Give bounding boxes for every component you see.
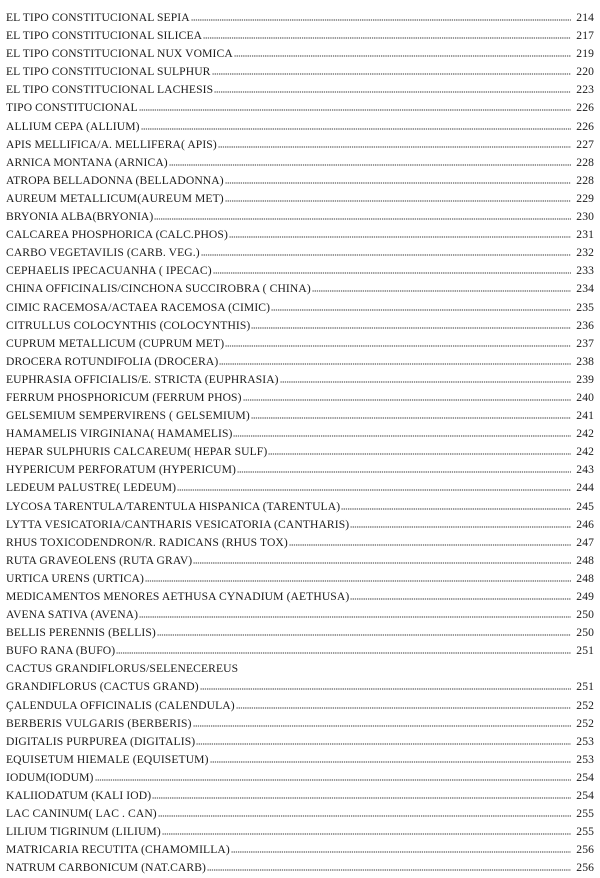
dot-leader [193, 562, 571, 564]
dot-leader [236, 707, 571, 709]
toc-entry [6, 208, 594, 226]
toc-entry-page-number: 256 [576, 861, 594, 875]
dot-leader [191, 19, 571, 21]
toc-entry-page-number: 242 [576, 445, 594, 459]
dot-leader [350, 598, 571, 600]
dot-leader [214, 91, 571, 93]
toc-entry-title: CHINA OFFICINALIS/CINCHONA SUCCIROBRA ( CHINA) [6, 282, 311, 296]
toc-entry [6, 190, 594, 208]
dot-leader [169, 164, 571, 166]
dot-leader [312, 290, 571, 292]
toc-entry-page-number: 231 [576, 228, 594, 242]
dot-leader [218, 146, 571, 148]
dot-leader [203, 37, 571, 39]
toc-entry-title: AVENA SATIVA (AVENA) [6, 608, 139, 622]
toc-entry [6, 805, 594, 823]
toc-entry-title: CEPHAELIS IPECACUANHA ( IPECAC) [6, 264, 212, 278]
toc-entry-title: ÇALENDULA OFFICINALIS (CALENDULA) [6, 698, 235, 712]
toc-entry-page-number: 227 [576, 137, 594, 151]
dot-leader [341, 508, 571, 510]
dot-leader [280, 381, 571, 383]
toc-entry [6, 534, 594, 552]
toc-entry [6, 841, 594, 859]
dot-leader [239, 670, 571, 672]
toc-entry-page-number: 242 [576, 427, 594, 441]
toc-entry [6, 624, 594, 642]
toc-entry [6, 461, 594, 479]
toc-entry-title: LAC CANINUM( LAC . CAN) [6, 807, 157, 821]
dot-leader [141, 128, 571, 130]
toc-entry-title: ATROPA BELLADONNA (BELLADONNA) [6, 173, 224, 187]
toc-entry-title: RHUS TOXICODENDRON/R. RADICANS (RHUS TOX) [6, 535, 288, 549]
dot-leader [251, 417, 571, 419]
dot-leader [152, 797, 571, 799]
toc-entry-page-number: 237 [576, 336, 594, 350]
toc-entry [6, 136, 594, 154]
toc-entry [6, 733, 594, 751]
toc-entry-title: LYCOSA TARENTULA/TARENTULA HISPANICA (TARENTULA) [6, 499, 341, 513]
toc-entry-page-number: 240 [576, 390, 594, 404]
dot-leader [193, 725, 571, 727]
toc-entry-title: BERBERIS VULGARIS (BERBERIS) [6, 716, 192, 730]
toc-entry-page-number: 251 [576, 680, 594, 694]
toc-entry-title: TIPO CONSTITUCIONAL [6, 101, 138, 115]
dot-leader [196, 743, 571, 745]
toc-entry [6, 244, 594, 262]
toc-entry [6, 425, 594, 443]
toc-entry [6, 9, 594, 27]
toc-entry [6, 642, 594, 660]
dot-leader [210, 761, 571, 763]
dot-leader [231, 851, 571, 853]
dot-leader [145, 580, 571, 582]
toc-entry-title: URTICA URENS (URTICA) [6, 571, 144, 585]
toc-entry [6, 154, 594, 172]
toc-entry [6, 787, 594, 805]
toc-entry [6, 45, 594, 63]
toc-entry-title: LILIUM TIGRINUM (LILIUM) [6, 825, 161, 839]
toc-entry-page-number: 254 [576, 770, 594, 784]
toc-entry-page-number: 230 [576, 210, 594, 224]
toc-entry-title: CITRULLUS COLOCYNTHIS (COLOCYNTHIS) [6, 318, 251, 332]
dot-leader [350, 526, 571, 528]
dot-leader [219, 363, 571, 365]
toc-entry-page-number: 255 [576, 807, 594, 821]
dot-leader [139, 109, 571, 111]
toc-entry [6, 660, 594, 678]
toc-entry [6, 280, 594, 298]
toc-entry-page-number: 228 [576, 173, 594, 187]
toc-entry-page-number: 253 [576, 734, 594, 748]
dot-leader [158, 815, 571, 817]
toc-entry-title: EL TIPO CONSTITUCIONAL SULPHUR [6, 65, 211, 79]
toc-entry-page-number: 249 [576, 590, 594, 603]
toc-entry-title: CUPRUM METALLICUM (CUPRUM MET) [6, 336, 225, 350]
toc-entry [6, 552, 594, 570]
toc-entry-page-number: 248 [576, 553, 594, 567]
toc-entry [6, 606, 594, 624]
dot-leader [233, 435, 571, 437]
toc-entry-title: EQUISETUM HIEMALE (EQUISETUM) [6, 752, 209, 766]
toc-entry [6, 498, 594, 516]
toc-entry-page-number: 245 [576, 499, 594, 513]
dot-leader [116, 652, 571, 654]
toc-entry-title: EUPHRASIA OFFICIALIS/E. STRICTA (EUPHRASIA) [6, 372, 279, 386]
toc-entry-page-number: 247 [576, 535, 594, 549]
toc-entry-title: CIMIC RACEMOSA/ACTAEA RACEMOSA (CIMIC) [6, 300, 271, 314]
toc-entry [6, 570, 594, 588]
dot-leader [154, 218, 571, 220]
toc-entry-page-number: 229 [576, 191, 594, 205]
toc-entry [6, 588, 594, 606]
toc-entry-page-number: 243 [576, 463, 594, 477]
dot-leader [289, 544, 571, 546]
toc-entry-title: ARNICA MONTANA (ARNICA) [6, 155, 168, 169]
toc-entry-title: EL TIPO CONSTITUCIONAL SEPIA [6, 11, 190, 24]
toc-entry [6, 63, 594, 81]
toc-entry-page-number: 253 [576, 752, 594, 766]
toc-entry-title: CACTUS GRANDIFLORUS/SELENECEREUS [6, 662, 239, 676]
toc-entry-title: EL TIPO CONSTITUCIONAL LACHESIS [6, 83, 214, 97]
toc-entry-title: EL TIPO CONSTITUCIONAL SILICEA [6, 29, 203, 43]
toc-entry [6, 118, 594, 136]
toc-entry-title: DROCERA ROTUNDIFOLIA (DROCERA) [6, 354, 219, 368]
toc-entry-page-number: 256 [576, 843, 594, 857]
toc-entry [6, 353, 594, 371]
toc-entry [6, 407, 594, 425]
toc-entry [6, 516, 594, 534]
toc-entry-title: IODUM(IODUM) [6, 770, 94, 784]
toc-entry-page-number: 235 [576, 300, 594, 314]
toc-entry-title: MEDICAMENTOS MENORES AETHUSA CYNADIUM (AETHUSA) [6, 590, 350, 603]
toc-entry-title: BRYONIA ALBA(BRYONIA) [6, 210, 154, 224]
dot-leader [251, 327, 571, 329]
toc-entry [6, 697, 594, 715]
toc-entry-page-number: 238 [576, 354, 594, 368]
toc-entry-title: BUFO RANA (BUFO) [6, 644, 116, 658]
toc-entry [6, 371, 594, 389]
dot-leader [234, 55, 571, 57]
toc-entry [6, 317, 594, 335]
toc-entry-page-number: 254 [576, 789, 594, 803]
toc-entry-page-number: 223 [576, 83, 594, 97]
toc-entry-page-number: 241 [576, 409, 594, 423]
toc-entry-page-number: 246 [576, 517, 594, 531]
toc-entry [6, 715, 594, 733]
toc-entry [6, 389, 594, 407]
toc-entry [6, 99, 594, 117]
toc-entry-title: CARBO VEGETAVILIS (CARB. VEG.) [6, 246, 200, 260]
dot-leader [139, 616, 571, 618]
dot-leader [157, 634, 571, 636]
dot-leader [243, 399, 571, 401]
toc-entry [6, 443, 594, 461]
toc-entry-title: ALLIUM CEPA (ALLIUM) [6, 119, 140, 133]
toc-entry [6, 859, 594, 877]
toc-entry-title: RUTA GRAVEOLENS (RUTA GRAV) [6, 553, 193, 567]
dot-leader [177, 489, 571, 491]
toc-entry [6, 27, 594, 45]
toc-entry-page-number: 226 [576, 101, 594, 115]
toc-entry [6, 769, 594, 787]
toc-entry-page-number: 219 [576, 47, 594, 61]
table-of-contents [6, 9, 594, 878]
toc-entry-title: FERRUM PHOSPHORICUM (FERRUM PHOS) [6, 390, 242, 404]
dot-leader [162, 833, 571, 835]
toc-entry-page-number: 244 [576, 481, 594, 495]
toc-entry-page-number: 251 [576, 644, 594, 658]
toc-entry [6, 81, 594, 99]
toc-entry [6, 823, 594, 841]
toc-entry-page-number: 233 [576, 264, 594, 278]
toc-entry-title: APIS MELLIFICA/A. MELLIFERA( APIS) [6, 137, 217, 151]
toc-entry-page-number: 220 [576, 65, 594, 79]
toc-entry [6, 479, 594, 497]
dot-leader [200, 688, 571, 690]
toc-entry-title: MATRICARIA RECUTITA (CHAMOMILLA) [6, 843, 230, 857]
dot-leader [225, 345, 571, 347]
toc-entry-title: KALIIODATUM (KALI IOD) [6, 789, 152, 803]
toc-entry-page-number: 239 [576, 372, 594, 386]
toc-entry-title: HEPAR SULPHURIS CALCAREUM( HEPAR SULF) [6, 445, 268, 459]
toc-entry-title: BELLIS PERENNIS (BELLIS) [6, 626, 156, 640]
toc-entry-page-number: 226 [576, 119, 594, 133]
dot-leader [212, 73, 572, 75]
dot-leader [225, 200, 571, 202]
toc-entry-title: EL TIPO CONSTITUCIONAL NUX VOMICA [6, 47, 233, 61]
toc-entry-title: CALCAREA PHOSPHORICA (CALC.PHOS) [6, 228, 228, 242]
toc-entry-page-number: 214 [576, 11, 594, 24]
toc-entry [6, 678, 594, 696]
toc-entry-title: AUREUM METALLICUM(AUREUM MET) [6, 191, 224, 205]
toc-entry-title: HYPERICUM PERFORATUM (HYPERICUM) [6, 463, 236, 477]
toc-entry-title: LYTTA VESICATORIA/CANTHARIS VESICATORIA (CANTHARIS) [6, 517, 350, 531]
toc-entry-page-number: 252 [576, 698, 594, 712]
toc-entry-title: HAMAMELIS VIRGINIANA( HAMAMELIS) [6, 427, 233, 441]
toc-entry-page-number: 252 [576, 716, 594, 730]
toc-entry-page-number: 228 [576, 155, 594, 169]
toc-entry-page-number: 250 [576, 626, 594, 640]
dot-leader [229, 236, 571, 238]
dot-leader [213, 272, 571, 274]
toc-entry [6, 299, 594, 317]
toc-entry-page-number: 232 [576, 246, 594, 260]
toc-entry [6, 751, 594, 769]
toc-entry-title: NATRUM CARBONICUM (NAT.CARB) [6, 861, 207, 875]
dot-leader [271, 309, 571, 311]
toc-entry-page-number: 250 [576, 608, 594, 622]
dot-leader [201, 254, 571, 256]
toc-entry [6, 226, 594, 244]
dot-leader [95, 779, 572, 781]
toc-entry [6, 335, 594, 353]
toc-entry-page-number: 217 [576, 29, 594, 43]
dot-leader [237, 471, 571, 473]
dot-leader [207, 869, 571, 871]
toc-entry [6, 172, 594, 190]
toc-entry-title: GRANDIFLORUS (CACTUS GRAND) [6, 680, 199, 694]
dot-leader [225, 182, 571, 184]
toc-entry-page-number: 255 [576, 825, 594, 839]
toc-entry-title: LEDEUM PALUSTRE( LEDEUM) [6, 481, 177, 495]
toc-entry-title: GELSEMIUM SEMPERVIRENS ( GELSEMIUM) [6, 409, 250, 423]
toc-entry [6, 262, 594, 280]
toc-entry-page-number: 234 [576, 282, 594, 296]
toc-entry-page-number: 248 [576, 571, 594, 585]
toc-entry-page-number: 236 [576, 318, 594, 332]
toc-entry-title: DIGITALIS PURPUREA (DIGITALIS) [6, 734, 196, 748]
dot-leader [268, 453, 571, 455]
